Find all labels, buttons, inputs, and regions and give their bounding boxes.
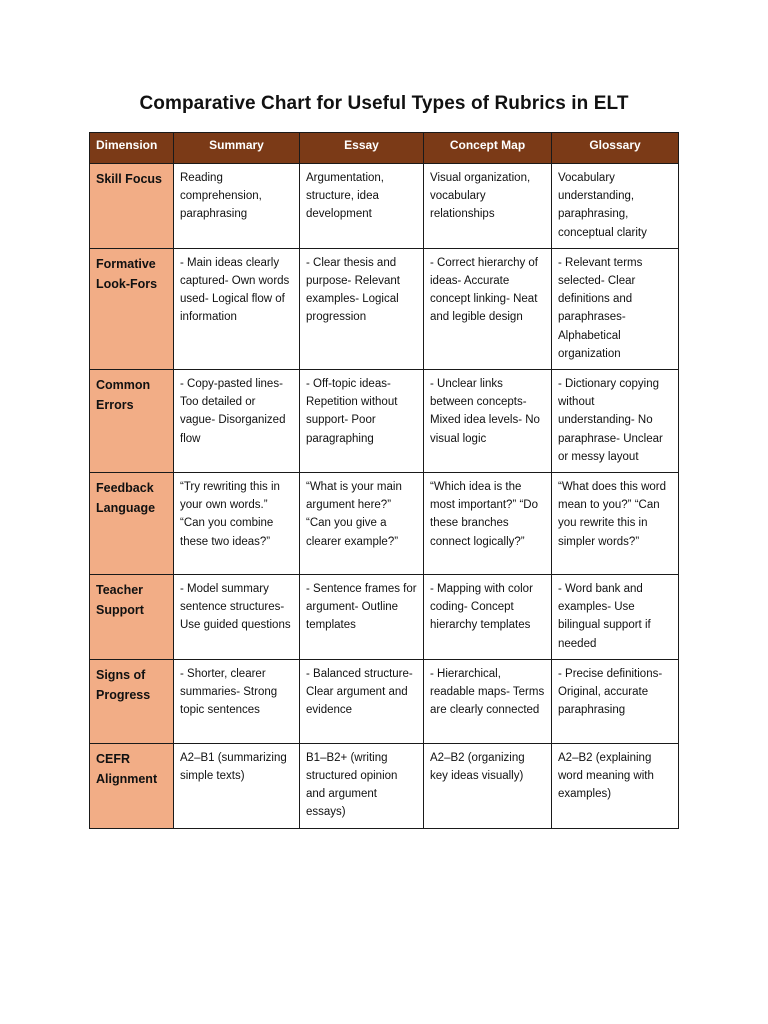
table-cell: B1–B2+ (writing structured opinion and argument essays) — [300, 743, 424, 828]
table-cell: - Main ideas clearly captured- Own words used- Logical flow of information — [174, 248, 300, 369]
table-cell: Argumentation, structure, idea development — [300, 164, 424, 249]
table-cell: - Word bank and examples- Use bilingual support if needed — [552, 575, 679, 660]
row-header-signs-of-progress: Signs of Progress — [90, 659, 174, 743]
column-header-glossary: Glossary — [552, 133, 679, 164]
row-header-cefr-alignment: CEFR Alignment — [90, 743, 174, 828]
table-cell: “What does this word mean to you?” “Can you rewrite this in simpler words?” — [552, 473, 679, 575]
rubric-comparison-table — [89, 132, 679, 829]
table-cell: - Mapping with color coding- Concept hierarchy templates — [424, 575, 552, 660]
table-row-common-errors — [90, 370, 679, 473]
row-header-common-errors: Common Errors — [90, 370, 174, 473]
table-cell: “Which idea is the most important?” “Do these branches connect logically?” — [424, 473, 552, 575]
table-cell: - Precise definitions- Original, accurate paraphrasing — [552, 659, 679, 743]
table-cell: - Off-topic ideas- Repetition without support- Poor paragraphing — [300, 370, 424, 473]
table-row-signs-of-progress — [90, 659, 679, 743]
table-cell: Visual organization, vocabulary relationships — [424, 164, 552, 249]
table-row-cefr-alignment — [90, 743, 679, 828]
table-cell: - Relevant terms selected- Clear definitions and paraphrases- Alphabetical organization — [552, 248, 679, 369]
table-cell: “Try rewriting this in your own words.” “Can you combine these two ideas?” — [174, 473, 300, 575]
table-row-teacher-support — [90, 575, 679, 660]
table-cell: Vocabulary understanding, paraphrasing, conceptual clarity — [552, 164, 679, 249]
table-row-feedback-language — [90, 473, 679, 575]
table-cell: - Model summary sentence structures- Use guided questions — [174, 575, 300, 660]
table-cell: Reading comprehension, paraphrasing — [174, 164, 300, 249]
page-title: Comparative Chart for Useful Types of Rubrics in ELT — [139, 93, 629, 114]
column-header-summary: Summary — [174, 133, 300, 164]
table-cell: - Balanced structure- Clear argument and evidence — [300, 659, 424, 743]
column-header-essay: Essay — [300, 133, 424, 164]
row-header-teacher-support: Teacher Support — [90, 575, 174, 660]
table-cell: - Sentence frames for argument- Outline templates — [300, 575, 424, 660]
table-cell: - Hierarchical, readable maps- Terms are clearly connected — [424, 659, 552, 743]
table-cell: A2–B2 (organizing key ideas visually) — [424, 743, 552, 828]
table-cell: - Shorter, clearer summaries- Strong topic sentences — [174, 659, 300, 743]
column-header-dimension: Dimension — [90, 133, 174, 164]
table-cell: - Correct hierarchy of ideas- Accurate concept linking- Neat and legible design — [424, 248, 552, 369]
row-header-formative-look-fors: Formative Look-Fors — [90, 248, 174, 369]
table-row-formative-look-fors — [90, 248, 679, 369]
row-header-feedback-language: Feedback Language — [90, 473, 174, 575]
column-header-concept-map: Concept Map — [424, 133, 552, 164]
table-row-skill-focus — [90, 164, 679, 249]
table-cell: - Unclear links between concepts- Mixed idea levels- No visual logic — [424, 370, 552, 473]
table-cell: - Copy-pasted lines- Too detailed or vague- Disorganized flow — [174, 370, 300, 473]
table-cell: - Clear thesis and purpose- Relevant examples- Logical progression — [300, 248, 424, 369]
table-cell: “What is your main argument here?” “Can you give a clearer example?” — [300, 473, 424, 575]
table-cell: A2–B2 (explaining word meaning with examples) — [552, 743, 679, 828]
table-cell: - Dictionary copying without understanding- No paraphrase- Unclear or messy layout — [552, 370, 679, 473]
table-header-row — [90, 133, 679, 164]
row-header-skill-focus: Skill Focus — [90, 164, 174, 249]
table-cell: A2–B1 (summarizing simple texts) — [174, 743, 300, 828]
